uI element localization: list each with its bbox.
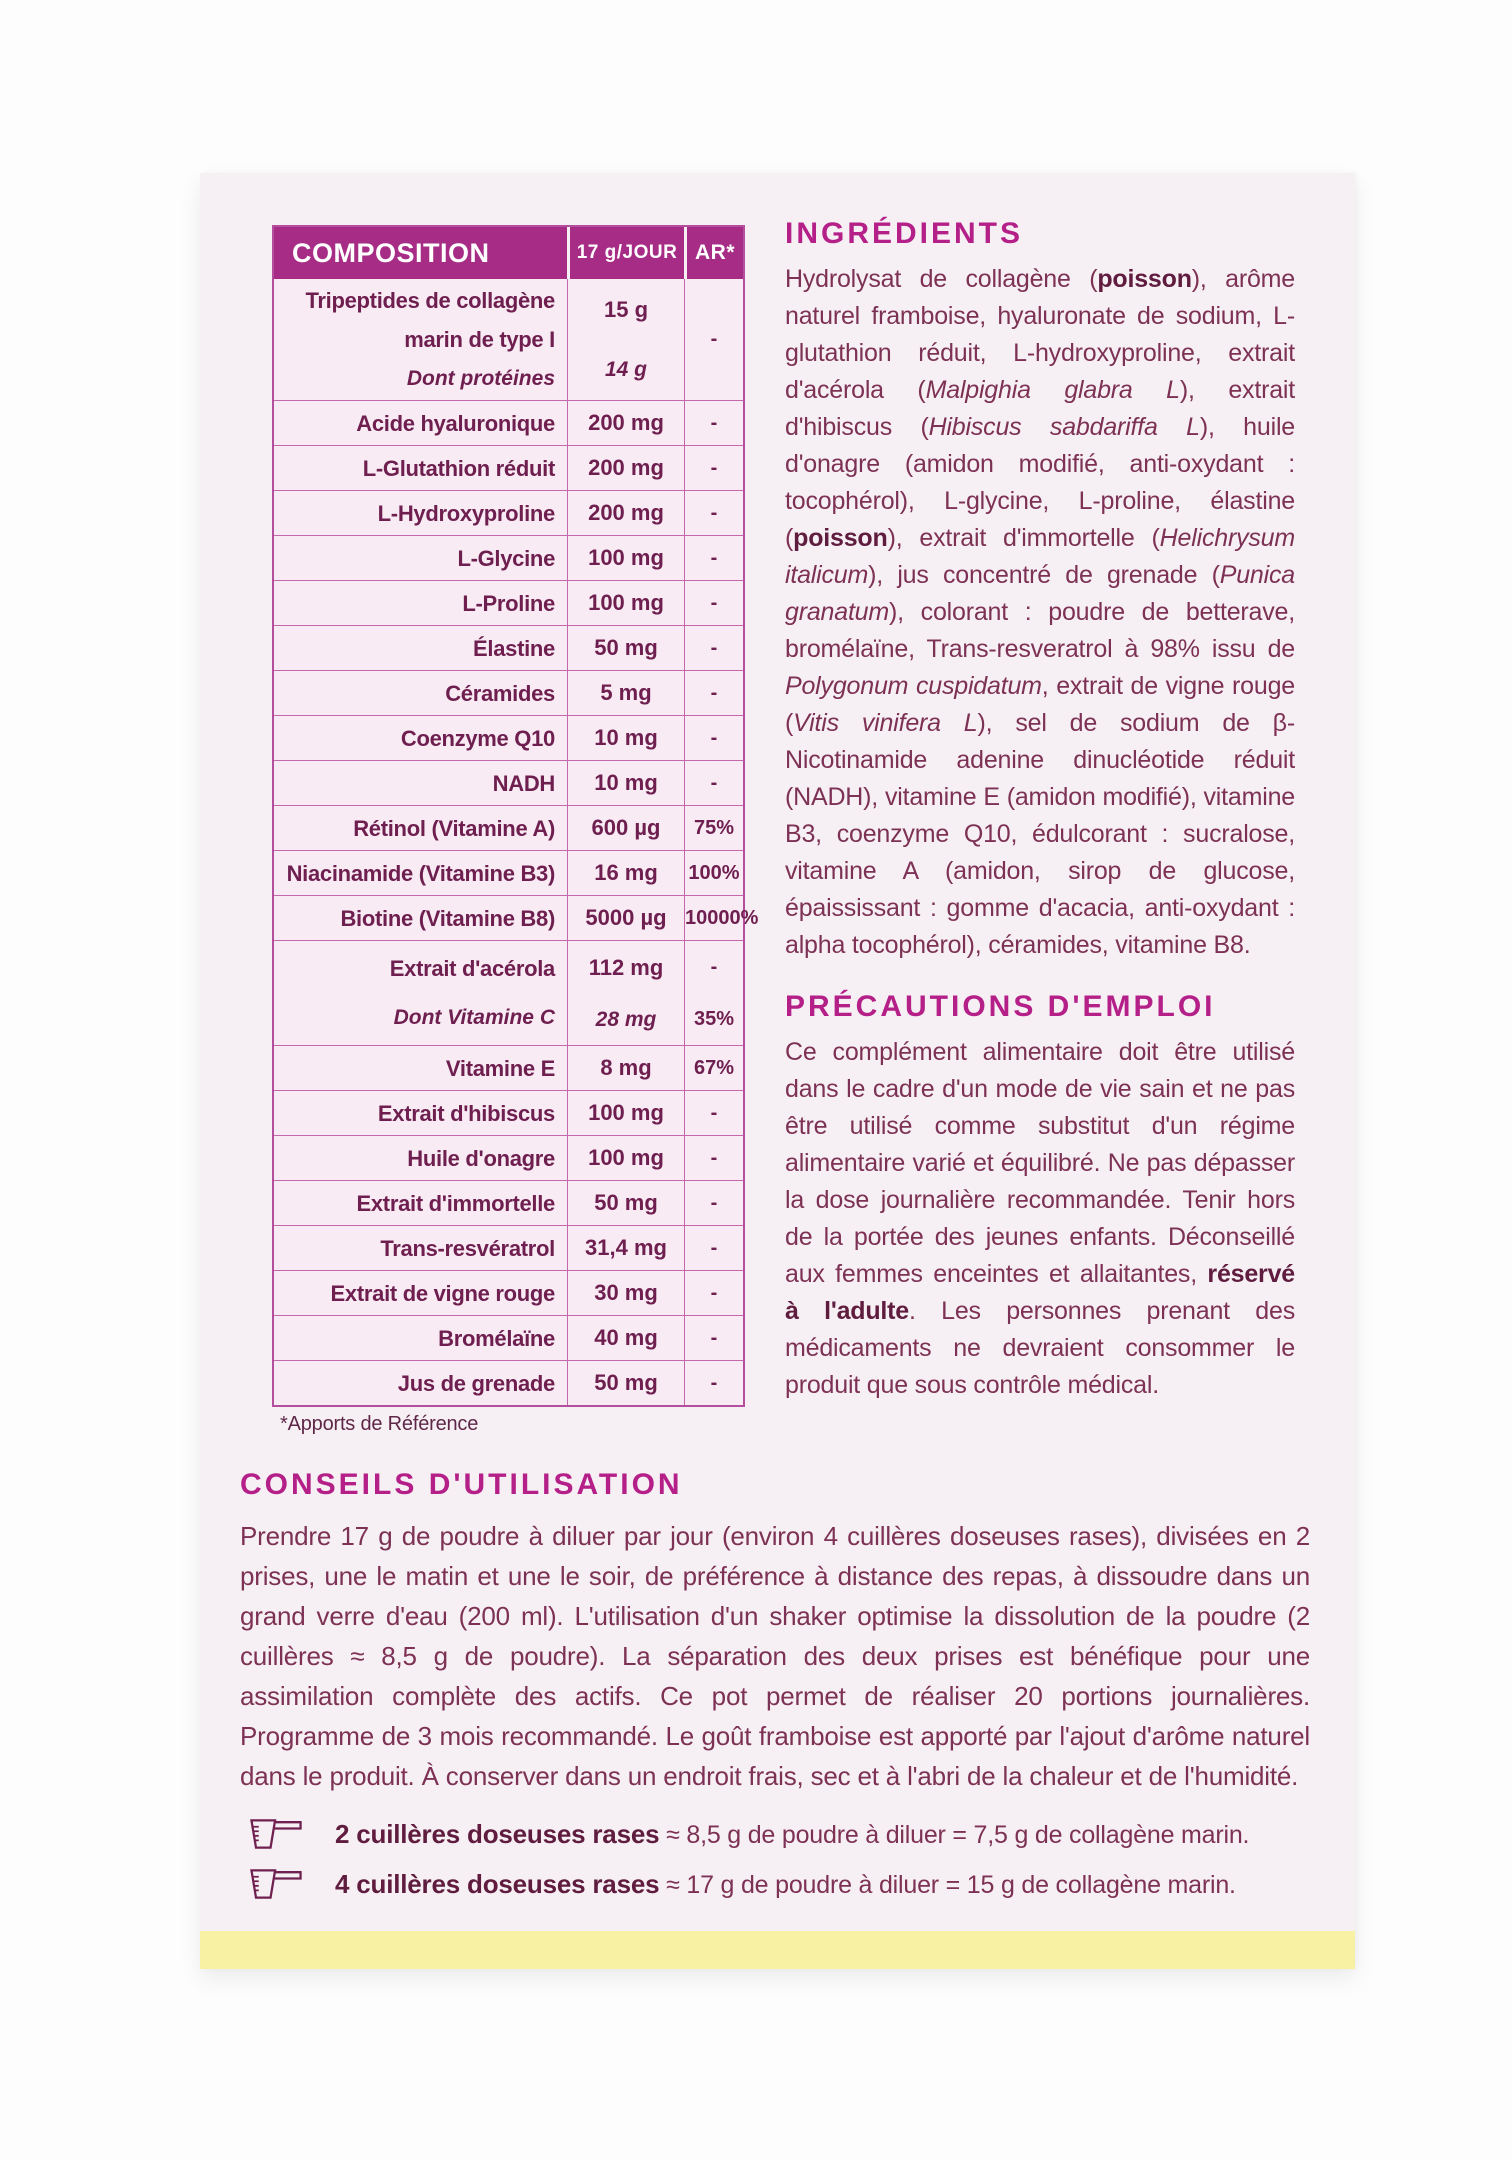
ingredient-name-cell [274, 536, 567, 580]
ar-value: 67% [693, 1056, 735, 1079]
dose-cell [567, 536, 684, 580]
text-run-bold: réservé à l'adulte [785, 1260, 1295, 1325]
ar-cell [684, 806, 743, 850]
table-row [274, 445, 743, 490]
table-row [274, 535, 743, 580]
composition-column-header: COMPOSITION [292, 237, 490, 268]
ar-value: - [710, 1236, 718, 1259]
dose-cell [567, 1136, 684, 1180]
ar-value: 100% [688, 861, 740, 884]
text-run-italic: Helichrysum italicum [785, 524, 1295, 589]
dose-value: 10 mg [594, 725, 658, 750]
dose-value: 600 µg [591, 815, 661, 840]
ingredient-name-cell [274, 1361, 567, 1405]
ingredient-name-cell [274, 1316, 567, 1360]
dose-value: 8 mg [600, 1055, 652, 1080]
dose-cell [567, 851, 684, 895]
ingredient-name-cell [274, 851, 567, 895]
dose-value: 5000 µg [585, 905, 667, 930]
dose-value: 50 mg [594, 1370, 658, 1395]
dose-value: 100 mg [588, 545, 664, 570]
ingredient-name: Biotine (Vitamine B8) [340, 905, 555, 931]
ingredient-name-cell [274, 491, 567, 535]
ar-value: - [710, 1101, 718, 1124]
ar-cell [684, 671, 743, 715]
dose-value: 15 g [603, 296, 649, 322]
ar-value: - [710, 726, 718, 749]
dose-value: 112 mg [588, 954, 664, 980]
usage-title: CONSEILS D'UTILISATION [240, 1468, 683, 1501]
usage-section [240, 1468, 1310, 1904]
ar-subvalue: 35% [693, 1007, 735, 1030]
table-row [274, 850, 743, 895]
ar-value: - [710, 411, 718, 434]
ar-cell [684, 536, 743, 580]
dose-cell [567, 671, 684, 715]
text-run-italic: Hibiscus sabdariffa L [928, 413, 1200, 441]
ingredient-name: Céramides [445, 680, 555, 706]
measuring-scoop-icon [245, 1864, 307, 1904]
ingredient-name: Vitamine E [445, 1055, 555, 1081]
ingredient-name: Extrait de vigne rouge [330, 1280, 555, 1306]
usage-text: Prendre 17 g de poudre à diluer par jour (environ 4 cuillères doseuses rases), divisées en 2 prises, une le matin et une le soir, de préférence à distance des repas, à dissoudre dans un grand verre d'eau (200 ml). L'utilisation d'un shaker optimise la dissolution de la poudre (2 cuillères ≈ 8,5 g de poudre). La séparation des deux prises est bénéfique pour une assimilation complète des actifs. Ce pot permet de réaliser 20 portions journalières. Programme de 3 mois recommandé. Le goût framboise est apporté par l'ajout d'arôme naturel dans le produit. À conserver dans un endroit frais, sec et à l'abri de la chaleur et de l'humidité. [240, 1521, 1310, 1791]
ar-value: - [710, 1191, 718, 1214]
dose-value: 5 mg [600, 680, 652, 705]
table-row [274, 715, 743, 760]
ar-value: 75% [693, 816, 735, 839]
ar-value: - [710, 501, 718, 524]
ingredient-name: Trans-resvératrol [380, 1235, 555, 1261]
ingredient-name-cell [274, 581, 567, 625]
ingredient-subname: Dont protéines [406, 366, 555, 390]
dose-cell [567, 491, 684, 535]
precautions-text [785, 1034, 1295, 1404]
ingredient-name-cell [274, 1181, 567, 1225]
composition-table-header [274, 227, 743, 279]
ingredient-name: Coenzyme Q10 [400, 725, 555, 751]
dosage-line [245, 1814, 1310, 1854]
dosage-text: 2 cuillères doseuses rases ≈ 8,5 g de poudre à diluer = 7,5 g de collagène marin. [335, 1818, 1250, 1849]
dose-value: 200 mg [588, 500, 664, 525]
ingredient-name: Bromélaïne [438, 1325, 555, 1351]
ingredient-subname: Dont Vitamine C [393, 1006, 555, 1030]
dose-cell [567, 446, 684, 490]
dose-value: 10 mg [594, 770, 658, 795]
text-run: ), colorant : poudre de betterave, bromélaïne, Trans-resveratrol à 98% issu de [785, 598, 1295, 663]
ar-column-header: AR* [684, 227, 743, 279]
ingredient-name: L-Proline [462, 590, 555, 616]
ingredient-name: Tripeptides de collagène [305, 288, 555, 314]
ingredient-name-cell [274, 1271, 567, 1315]
ingredient-name-cell [274, 896, 567, 940]
dose-value: 100 mg [588, 1145, 664, 1170]
ingredients-text [785, 261, 1295, 964]
dosage-line [245, 1864, 1310, 1904]
ar-cell [684, 491, 743, 535]
dosage-lines [240, 1814, 1310, 1904]
text-run-bold: poisson [1097, 265, 1192, 293]
dose-cell [567, 279, 684, 400]
ar-cell [684, 941, 743, 1045]
ingredient-name-cell [274, 671, 567, 715]
table-row [274, 400, 743, 445]
table-row [274, 1045, 743, 1090]
ingredient-name-cell [274, 941, 567, 1045]
ar-cell [684, 761, 743, 805]
table-row [274, 670, 743, 715]
ar-value: - [710, 591, 718, 614]
ingredient-name: NADH [492, 770, 555, 796]
table-row [274, 580, 743, 625]
ar-cell [684, 1181, 743, 1225]
table-row [274, 279, 743, 400]
ingredient-name: L-Glutathion réduit [362, 455, 555, 481]
table-row [274, 1225, 743, 1270]
reference-footnote: *Apports de Référence [280, 1413, 479, 1435]
dosage-text: 4 cuillères doseuses rases ≈ 17 g de poudre à diluer = 15 g de collagène marin. [335, 1868, 1236, 1899]
ar-value: - [710, 328, 718, 350]
measuring-scoop-icon [245, 1814, 307, 1854]
dose-value: 200 mg [588, 455, 664, 480]
text-run-italic: Malpighia glabra L [925, 376, 1180, 404]
ingredient-name: L-Glycine [457, 545, 555, 571]
text-run: Ce complément alimentaire doit être utilisé dans le cadre d'un mode de vie sain et ne pas être utilisé comme substitut d'un régime alimentaire varié et équilibré. Ne pas dépasser la dose journalière recommandée. Tenir hors de la portée des jeunes enfants. Déconseillé aux femmes enceintes et allaitantes, [785, 1038, 1295, 1288]
table-row [274, 760, 743, 805]
text-run: . Les personnes prenant des médicaments ne devraient consommer le produit que sous contrôle médical. [785, 1297, 1295, 1399]
dose-cell [567, 1271, 684, 1315]
dosage-amount-label: 4 cuillères doseuses rases [335, 1868, 660, 1899]
ar-cell [684, 1136, 743, 1180]
dose-subvalue: 14 g [604, 358, 648, 382]
table-row [274, 1180, 743, 1225]
ingredient-name: marin de type I [404, 327, 555, 353]
ingredient-name-cell [274, 446, 567, 490]
text-run: Hydrolysat de collagène ( [785, 265, 1098, 293]
dose-value: 50 mg [594, 635, 658, 660]
table-row [274, 1315, 743, 1360]
ar-cell [684, 1271, 743, 1315]
dose-cell [567, 806, 684, 850]
ingredient-name: Élastine [473, 635, 555, 661]
dose-value: 200 mg [588, 410, 664, 435]
dose-cell [567, 1316, 684, 1360]
dose-cell [567, 1181, 684, 1225]
ingredient-name-cell [274, 279, 567, 400]
dose-value: 100 mg [588, 590, 664, 615]
ingredient-name: Huile d'onagre [407, 1145, 555, 1171]
table-row [274, 490, 743, 535]
text-run-bold: poisson [793, 524, 888, 552]
dose-value: 50 mg [594, 1190, 658, 1215]
dose-cell [567, 1361, 684, 1405]
ar-cell [684, 1091, 743, 1135]
dose-value: 16 mg [594, 860, 658, 885]
ar-cell [684, 896, 758, 940]
composition-table-rows [274, 279, 759, 1405]
ingredient-name: Extrait d'hibiscus [377, 1100, 555, 1126]
dose-subvalue: 28 mg [595, 1007, 657, 1031]
text-run: , extrait de vigne rouge ( [785, 672, 1295, 737]
ar-value: - [710, 636, 718, 659]
ar-value: - [710, 1326, 718, 1349]
dose-value: 100 mg [588, 1100, 664, 1125]
text-run-italic: Polygonum cuspidatum [785, 672, 1042, 700]
table-row [274, 1270, 743, 1315]
ar-cell [684, 1046, 743, 1090]
dose-cell [567, 896, 684, 940]
ar-cell [684, 1316, 743, 1360]
ar-cell [684, 1361, 743, 1405]
ingredient-name: Rétinol (Vitamine A) [353, 815, 555, 841]
ar-value: - [710, 456, 718, 479]
text-run: ), arôme naturel framboise, hyaluronate de sodium, L-glutathion réduit, L-hydroxyproline, extrait d'acérola ( [785, 265, 1296, 404]
dosage-amount-label: 2 cuillères doseuses rases [335, 1818, 660, 1849]
text-run: ), huile d'onagre (amidon modifié, anti-oxydant : tocophérol), L-glycine, L-proline, élastine ( [785, 413, 1296, 552]
ingredient-name: Niacinamide (Vitamine B3) [286, 860, 555, 886]
ar-value: - [710, 681, 718, 704]
dose-value: 40 mg [594, 1325, 658, 1350]
ar-value: - [710, 955, 718, 978]
dose-cell [567, 761, 684, 805]
ingredient-name: Extrait d'immortelle [356, 1190, 555, 1216]
text-run: ), extrait d'hibiscus ( [785, 376, 1295, 441]
ingredient-name-cell [274, 761, 567, 805]
ar-value: - [710, 1371, 718, 1394]
table-row [274, 805, 743, 850]
ar-cell [684, 401, 743, 445]
ar-value: - [710, 1146, 718, 1169]
precautions-title: PRÉCAUTIONS D'EMPLOI [785, 990, 1216, 1023]
ingredient-name-cell [274, 1046, 567, 1090]
ingredient-name: Acide hyaluronique [356, 410, 555, 436]
ar-cell [684, 851, 743, 895]
dose-cell [567, 1226, 684, 1270]
ar-value: - [710, 771, 718, 794]
dose-value: 31,4 mg [585, 1235, 667, 1260]
bottom-yellow-band [200, 1931, 1355, 1969]
text-run: ), extrait d'immortelle ( [887, 524, 1160, 552]
ingredients-title: INGRÉDIENTS [785, 217, 1024, 250]
ingredient-name: Jus de grenade [397, 1370, 555, 1396]
ingredient-name-cell [274, 1136, 567, 1180]
dose-cell [567, 716, 684, 760]
ar-value: - [710, 1281, 718, 1304]
ingredient-name-cell [274, 716, 567, 760]
right-column [785, 217, 1295, 1404]
ingredient-name-cell [274, 806, 567, 850]
ar-value: 10000% [685, 906, 759, 929]
table-row [274, 1135, 743, 1180]
text-run: ), jus concentré de grenade ( [868, 561, 1220, 589]
table-row [274, 1360, 743, 1405]
ingredient-name-cell [274, 1091, 567, 1135]
dose-value: 30 mg [594, 1280, 658, 1305]
dose-cell [567, 1046, 684, 1090]
ar-cell [684, 626, 743, 670]
dose-column-header: 17 g/JOUR [567, 227, 684, 279]
dose-cell [567, 626, 684, 670]
ingredient-name-cell [274, 626, 567, 670]
ar-cell [684, 279, 743, 400]
ar-cell [684, 1226, 743, 1270]
table-row [274, 1090, 743, 1135]
ingredient-name: Extrait d'acérola [389, 955, 555, 981]
dose-cell [567, 1091, 684, 1135]
table-row [274, 940, 743, 1045]
table-row [274, 895, 759, 940]
text-run-italic: Vitis vinifera L [793, 709, 978, 737]
ar-value: - [710, 546, 718, 569]
text-run: ), sel de sodium de β-Nicotinamide adenine dinucléotide réduit (NADH), vitamine E (amidon modifié), vitamine B3, coenzyme Q10, édulcorant : sucralose, vitamine A (amidon, sirop de glucose, épaississant : gomme d'acacia, anti-oxydant : alpha tocophérol), céramides, vitamine B8. [785, 709, 1295, 959]
dose-cell [567, 401, 684, 445]
dose-cell [567, 581, 684, 625]
product-label [200, 173, 1355, 1969]
text-run-italic: Punica granatum [785, 561, 1295, 626]
ar-cell [684, 716, 743, 760]
ingredient-name-cell [274, 401, 567, 445]
ingredient-name-cell [274, 1226, 567, 1270]
ar-cell [684, 581, 743, 625]
dose-cell [567, 941, 684, 1045]
composition-table [272, 225, 759, 1407]
ar-cell [684, 446, 743, 490]
table-row [274, 625, 743, 670]
ingredient-name: L-Hydroxyproline [377, 500, 555, 526]
